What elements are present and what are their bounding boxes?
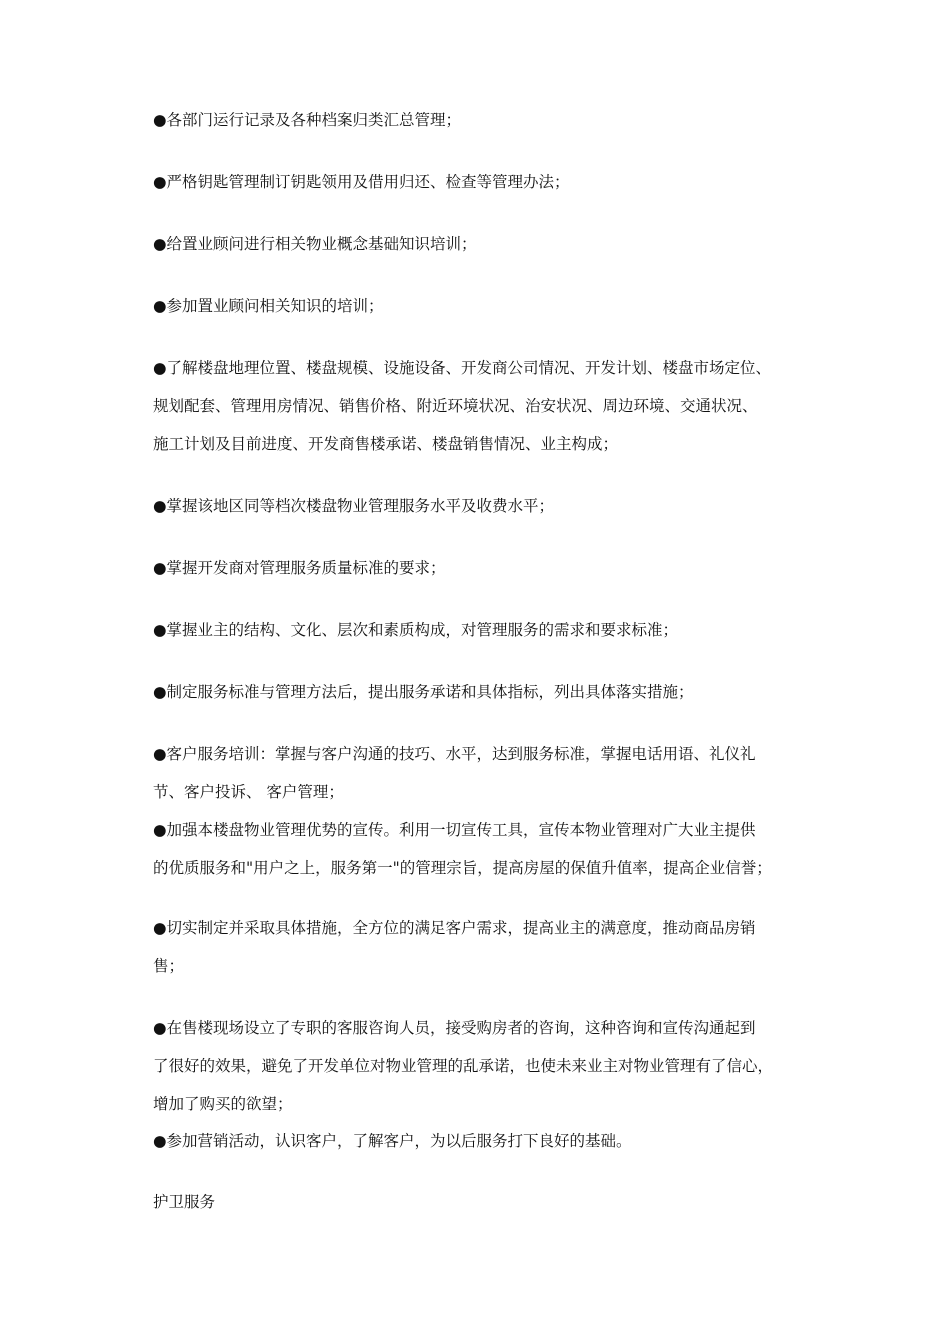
text-line: ●掌握开发商对管理服务质量标准的要求； (153, 559, 446, 577)
text-line: ●掌握业主的结构、文化、层次和素质构成，对管理服务的需求和要求标准； (153, 621, 679, 639)
text-line: ●各部门运行记录及各种档案归类汇总管理； (153, 111, 462, 129)
text-line: 的优质服务和"用户之上，服务第一"的管理宗旨，提高房屋的保值升值率，提高企业信誉； (153, 859, 772, 877)
text-line: ●严格钥匙管理制订钥匙领用及借用归还、检查等管理办法； (153, 173, 570, 191)
text-line: 节、客户投诉、 客户管理； (153, 783, 344, 801)
text-line: 施工计划及目前进度、开发商售楼承诺、楼盘销售情况、业主构成； (153, 435, 619, 453)
text-line: ●制定服务标准与管理方法后，提出服务承诺和具体指标，列出具体落实措施； (153, 683, 694, 701)
text-line: 增加了购买的欲望； (153, 1095, 293, 1113)
text-line: ●加强本楼盘物业管理优势的宣传。利用一切宣传工具，宣传本物业管理对广大业主提供 (153, 821, 756, 839)
text-line: ●客户服务培训：掌握与客户沟通的技巧、水平，达到服务标准，掌握电话用语、礼仪礼 (153, 745, 756, 763)
text-line: ●参加营销活动，认识客户，了解客户，为以后服务打下良好的基础。 (153, 1132, 632, 1150)
text-line: ●参加置业顾问相关知识的培训； (153, 297, 384, 315)
text-line: ●了解楼盘地理位置、楼盘规模、设施设备、开发商公司情况、开发计划、楼盘市场定位、 (153, 359, 772, 377)
text-line: ●切实制定并采取具体措施，全方位的满足客户需求，提高业主的满意度，推动商品房销 (153, 919, 756, 937)
text-line: ●掌握该地区同等档次楼盘物业管理服务水平及收费水平； (153, 497, 555, 515)
text-line: 售； (153, 957, 185, 975)
text-line: 了很好的效果，避免了开发单位对物业管理的乱承诺，也使未来业主对物业管理有了信心， (153, 1057, 774, 1075)
text-line: 规划配套、管理用房情况、销售价格、附近环境状况、治安状况、周边环境、交通状况、 (153, 397, 758, 415)
text-line: ●在售楼现场设立了专职的客服咨询人员，接受购房者的咨询，这种咨询和宣传沟通起到 (153, 1019, 756, 1037)
section-heading: 护卫服务 (153, 1193, 216, 1211)
text-line: ●给置业顾问进行相关物业概念基础知识培训； (153, 235, 477, 253)
